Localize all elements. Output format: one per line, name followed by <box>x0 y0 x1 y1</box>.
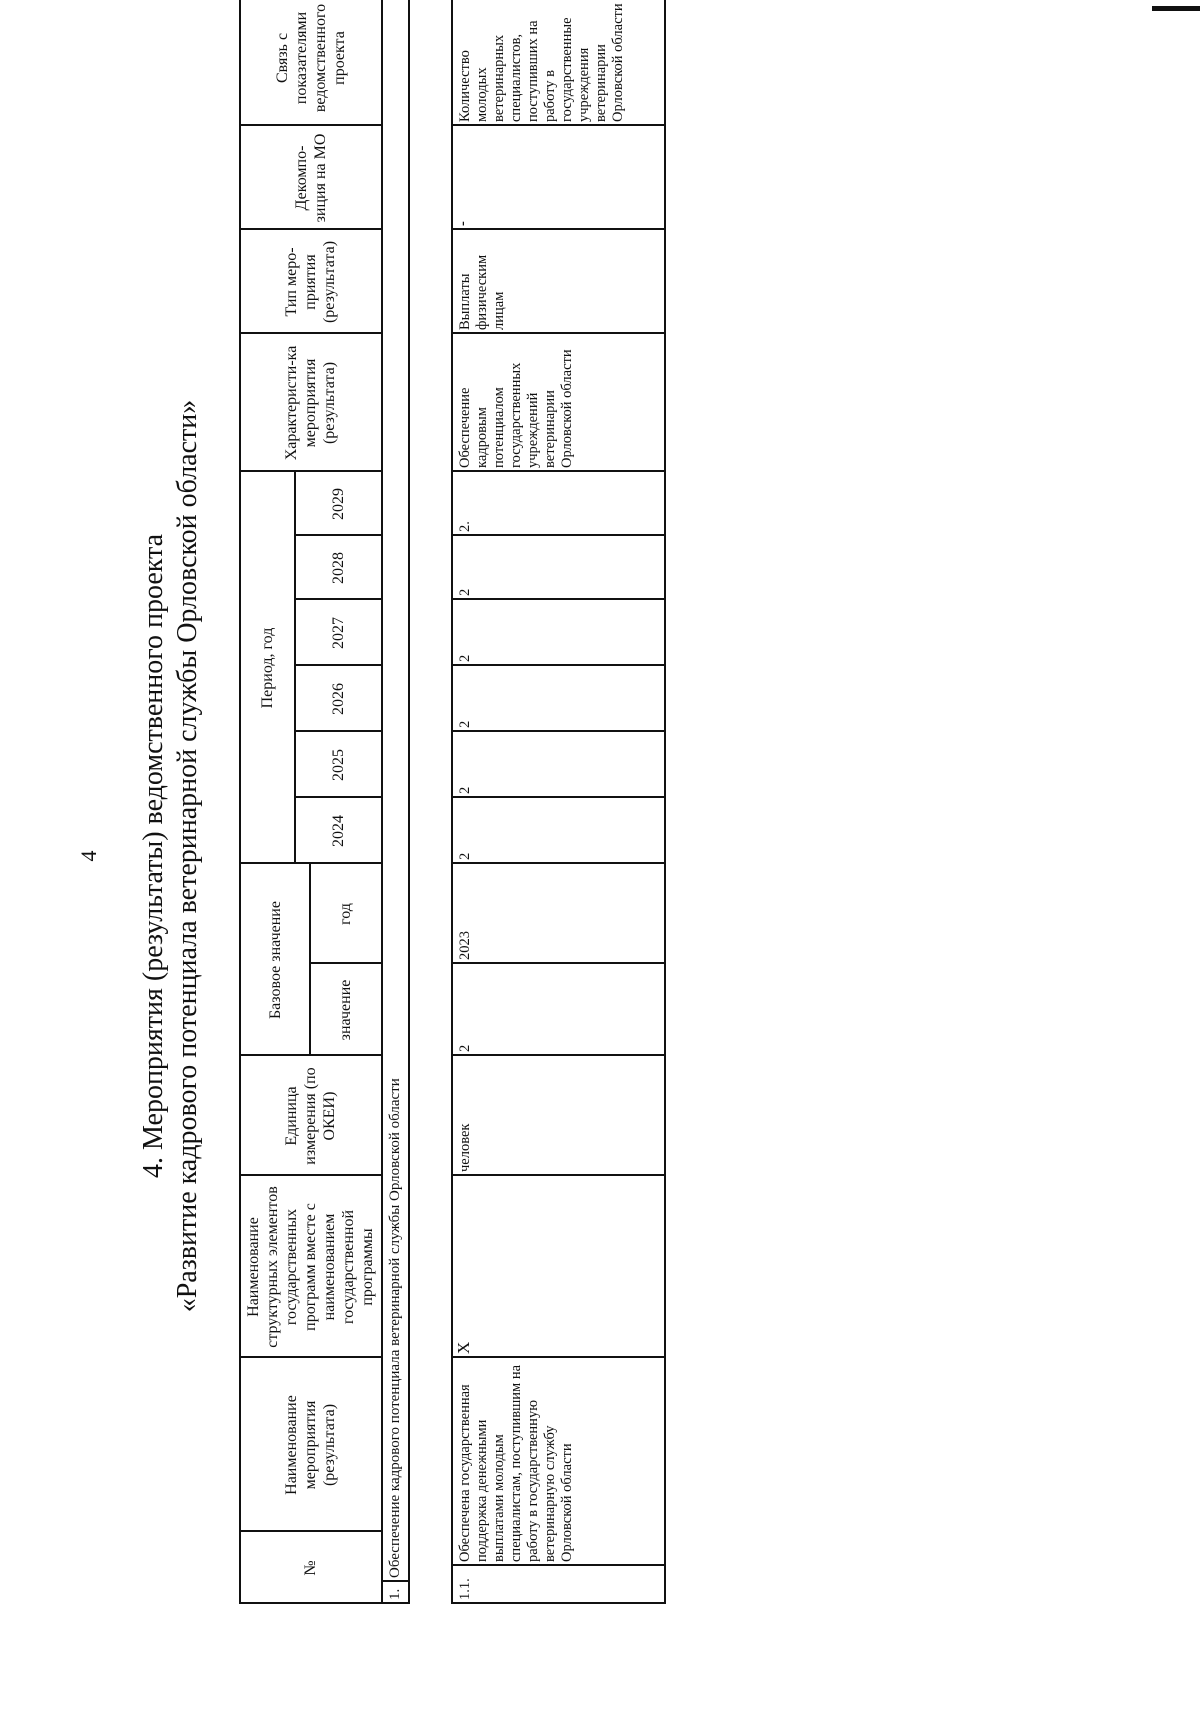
header-year-2025: 2025 <box>329 749 347 781</box>
row-decomposition: - <box>455 221 471 226</box>
row-unit: человек <box>457 1123 473 1172</box>
row-year-2025: 2 <box>457 786 473 794</box>
header-link: Связь с показателями ведомственного проекта <box>273 3 348 113</box>
header-year-2027: 2027 <box>329 617 347 649</box>
header-base-year: год <box>337 903 354 925</box>
header-structural: Наименование структурных элементов государственных программ вместе с наименованием государственной программы <box>245 1186 376 1348</box>
row-name: Обеспечена государственная поддержка денежными выплатами молодым специалистам, поступившим на работу в государственную ветеринарную службу Орловской области <box>457 1364 575 1562</box>
header-base-value: значение <box>337 979 354 1041</box>
row-year-2024: 2 <box>457 852 473 860</box>
row-num: 1.1. <box>457 1578 473 1600</box>
header-period: Период, год <box>259 627 276 709</box>
section-title: Обеспечение кадрового потенциала ветеринарной службы Орловской области <box>387 1078 403 1578</box>
header-num: № <box>302 1560 319 1576</box>
title-line-1: 4. Мероприятия (результаты) ведомственного проекта <box>138 534 169 1179</box>
row-year-2029: 2. <box>457 521 473 532</box>
row-year-2026: 2 <box>457 720 473 728</box>
header-year-2029: 2029 <box>329 488 347 520</box>
header-year-2028: 2028 <box>329 552 347 584</box>
row-year-2027: 2 <box>457 654 473 662</box>
header-characteristic: Характеристи-ка мероприятия (результата) <box>283 345 338 461</box>
page-number: 4 <box>76 850 101 862</box>
row-type: Выплаты физическим лицам <box>457 254 507 330</box>
section-num: 1. <box>387 1588 403 1600</box>
header-year-2024: 2024 <box>329 815 347 847</box>
row-year-2028: 2 <box>457 588 473 596</box>
row-base-value: 2 <box>457 1044 473 1052</box>
header-name: Наименование мероприятия (результата) <box>283 1395 338 1495</box>
row-base-year: 2023 <box>457 931 473 960</box>
row-link: Количество молодых ветеринарных специалистов, поступивших на работу в государственные учреждения ветеринарии Орловской области <box>457 3 626 122</box>
title-line-2: «Развитие кадрового потенциала ветеринарной службы Орловской области» <box>172 399 203 1313</box>
row-structural: X <box>454 1341 473 1354</box>
header-year-2026: 2026 <box>329 683 347 715</box>
header-unit: Единица измерения (по ОКЕИ) <box>283 1067 338 1165</box>
row-characteristic: Обеспечение кадровым потенциалом государственных учреждений ветеринарии Орловской области <box>457 349 575 468</box>
header-base: Базовое значение <box>266 901 284 1019</box>
header-decomposition: Декомпо-зиция на МО <box>292 133 329 223</box>
header-type: Тип меро-приятия (результата) <box>283 240 338 324</box>
